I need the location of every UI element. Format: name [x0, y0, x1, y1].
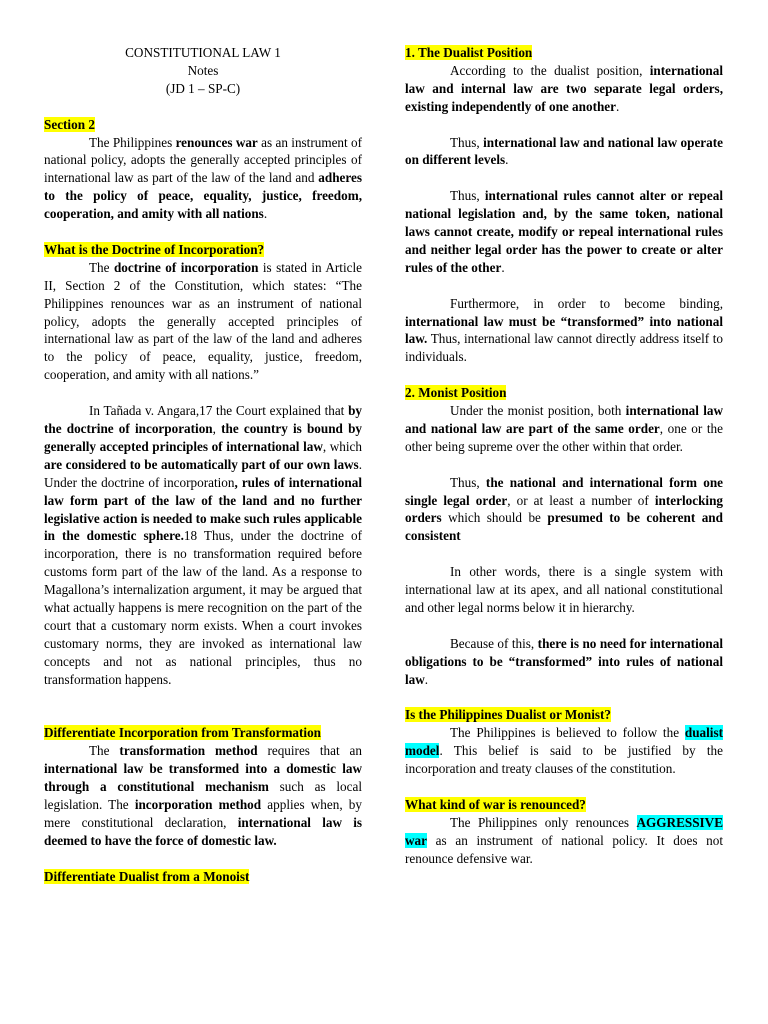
differentiate-paragraph: The transformation method requires that an international law be transformed into a domestic law through a constitutional mechanism such as local legislation. The incorporation method applies when, by mere constitutional declaration, international law is deemed to have the force of domestic law.	[44, 743, 362, 848]
philippines-model-paragraph: The Philippines is believed to follow the dualist model. This belief is said to be justified by the incorporation and treaty clauses of the constitution.	[405, 725, 723, 777]
aggressive-war-highlight: AGGRESSIVE war	[405, 814, 723, 848]
monist-paragraph-2: Thus, the national and international form one single legal order, or at least a number of interlocking orders which should be presumed to be coherent and consistent	[405, 474, 724, 544]
dualist-monoist-heading: Differentiate Dualist from a Monoist	[44, 868, 250, 884]
monist-paragraph-3: In other words, there is a single system with international law at its apex, and all national constitutional and other legal norms below it in hierarchy.	[405, 564, 723, 615]
dualist-paragraph-2: Thus, international law and national law operate on different levels.	[405, 134, 724, 168]
monist-position-heading: 2. Monist Position	[405, 385, 507, 401]
document-code: (JD 1 – SP-C)	[165, 80, 241, 96]
dualist-paragraph-3: Thus, international rules cannot alter or repeal national legislation and, by the same token, national laws cannot create, modify or repeal international rules and neither legal order has the power to create or alter rules of the other.	[405, 188, 723, 275]
dualist-position-heading: 1. The Dualist Position	[405, 45, 533, 60]
section-2-heading: Section 2	[44, 116, 95, 132]
monist-paragraph-4: Because of this, there is no need for international obligations to be “transformed” into rules of national law.	[405, 635, 723, 687]
document-title: CONSTITUTIONAL LAW 1	[125, 45, 281, 60]
war-renounced-heading: What kind of war is renounced?	[405, 796, 586, 812]
philippines-model-heading: Is the Philippines Dualist or Monist?	[405, 707, 612, 723]
dualist-paragraph-4: Furthermore, in order to become binding, international law must be “transformed” into national law. Thus, international law cannot directly address itself to individuals.	[405, 295, 723, 365]
right-column	[405, 44, 723, 868]
left-column	[44, 44, 362, 886]
doctrine-paragraph: The doctrine of incorporation is stated in Article II, Section 2 of the Constitution, which states: “The Philippines renounces war as an instrument of national policy, adopts the generally accepted principles of international law as part of the law of the land and adheres to the policy of peace, equality, justice, freedom, cooperation, and amity with all nations.”	[44, 259, 362, 383]
differentiate-heading: Differentiate Incorporation from Transformation	[44, 725, 322, 741]
doctrine-heading: What is the Doctrine of Incorporation?	[44, 241, 265, 257]
dualist-model-highlight: dualist model	[405, 725, 723, 759]
tanada-paragraph: In Tañada v. Angara,17 the Court explained that by the doctrine of incorporation, the country is bound by generally accepted principles of international law, which are considered to be automatically part of our own laws. Under the doctrine of incorporation, rules of international law form part of the law of the land and no further legislative action is needed to make such rules applicable in the domestic sphere.18 Thus, under the doctrine of incorporation, there is no transformation required before customs form part of the law of the land. As a response to Magallona’s internalization argument, it may be argued that what actually happens is mere recognition on the part of the court that a customary norm exists. When a court invokes customary norms, they are invoked as international law concepts and not as national principles, thus no transformation happens.	[44, 403, 363, 687]
war-renounced-paragraph: The Philippines only renounces AGGRESSIVE war as an instrument of national policy. It does not renounce defensive war.	[405, 814, 723, 866]
dualist-paragraph-1: According to the dualist position, international law and internal law are two separate legal orders, existing independently of one another.	[405, 62, 723, 114]
section-2-paragraph: The Philippines renounces war as an instrument of national policy, adopts the generally accepted principles of international law as part of the law of the land and adheres to the policy of peace, equality, justice, freedom, cooperation, and amity with all nations.	[44, 134, 363, 222]
document-subtitle: Notes	[187, 62, 219, 78]
monist-paragraph-1: Under the monist position, both international law and national law are part of the same order, one or the other being supreme over the other within that order.	[405, 403, 724, 454]
